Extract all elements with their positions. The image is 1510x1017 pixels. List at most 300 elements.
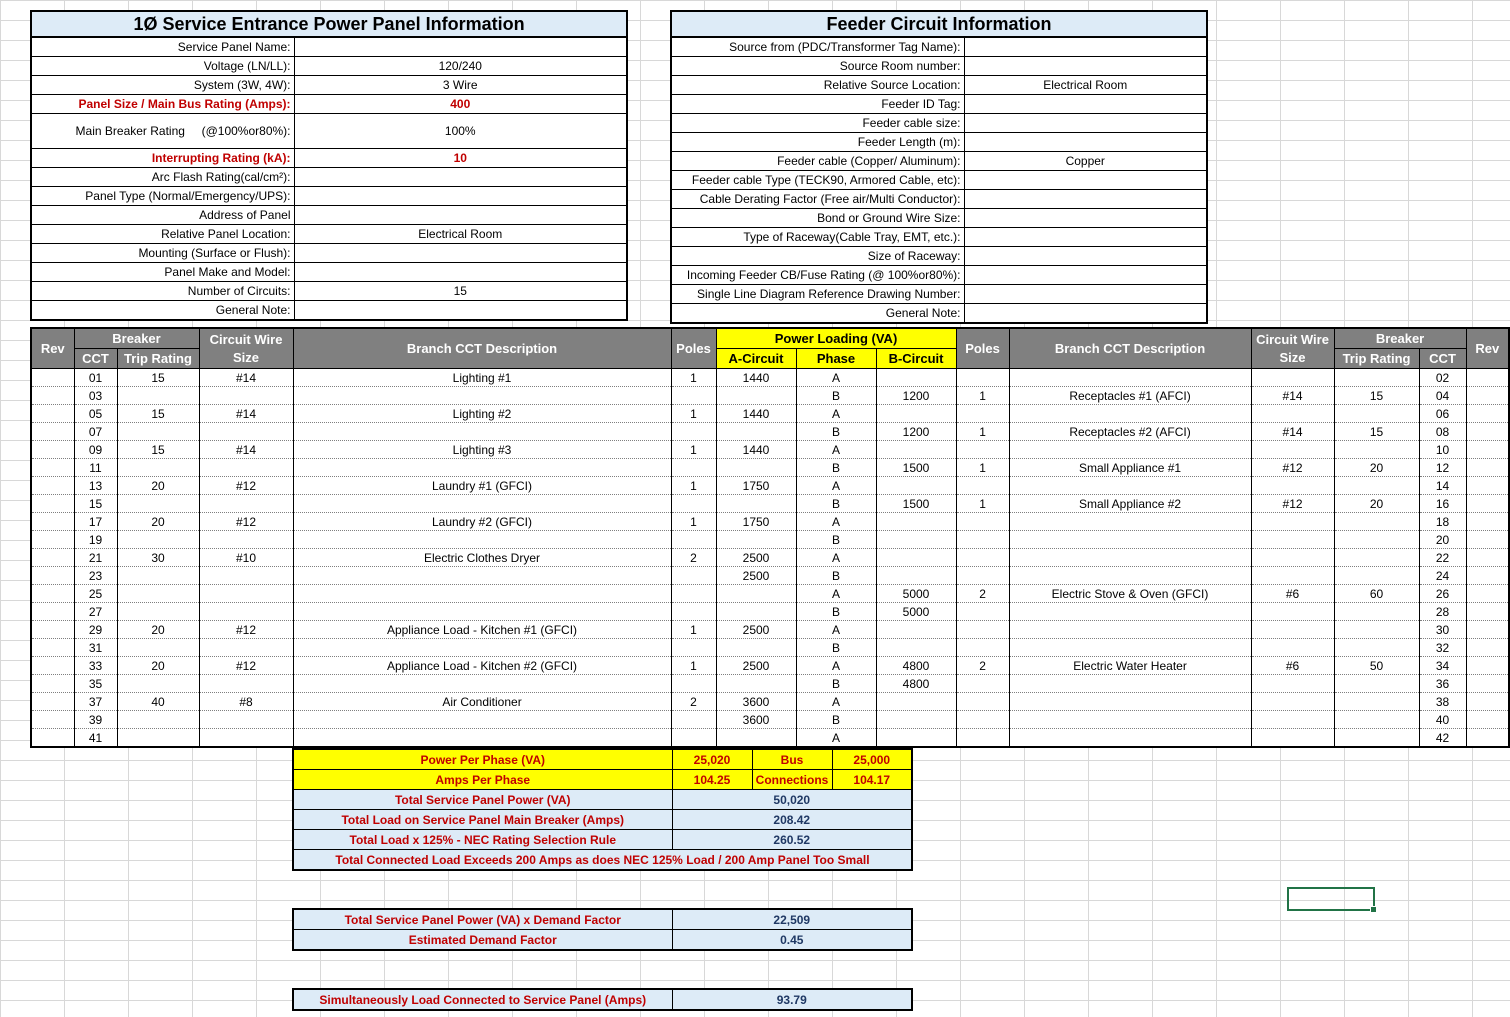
cct-cell[interactable]: 19	[74, 531, 117, 549]
amps-b-value[interactable]: 104.17	[832, 770, 912, 790]
rev-cell[interactable]	[1466, 531, 1509, 549]
rev-cell[interactable]	[1466, 657, 1509, 675]
panel-info-value[interactable]	[294, 37, 627, 57]
desc-cell[interactable]: Electric Clothes Dryer	[293, 549, 671, 567]
rev-cell[interactable]	[31, 369, 74, 387]
a-circuit-cell[interactable]: 3600	[716, 711, 796, 729]
rev-cell[interactable]	[1466, 513, 1509, 531]
a-circuit-cell[interactable]	[716, 729, 796, 748]
phase-cell[interactable]: B	[796, 711, 876, 729]
trip-cell[interactable]	[117, 729, 199, 748]
rev-cell[interactable]	[31, 711, 74, 729]
cct-cell[interactable]: 23	[74, 567, 117, 585]
trip-cell[interactable]	[1334, 567, 1419, 585]
wire-cell[interactable]	[1251, 513, 1334, 531]
trip-cell[interactable]	[117, 495, 199, 513]
wire-cell[interactable]	[1251, 693, 1334, 711]
poles-cell[interactable]	[671, 387, 716, 405]
cct-cell[interactable]: 16	[1419, 495, 1466, 513]
b-circuit-cell[interactable]	[876, 477, 956, 495]
desc-cell[interactable]	[1009, 729, 1251, 748]
wire-cell[interactable]	[199, 387, 293, 405]
trip-cell[interactable]	[1334, 693, 1419, 711]
rev-cell[interactable]	[31, 459, 74, 477]
poles-cell[interactable]	[956, 513, 1009, 531]
trip-cell[interactable]: 40	[117, 693, 199, 711]
a-circuit-cell[interactable]: 3600	[716, 693, 796, 711]
wire-cell[interactable]	[1251, 441, 1334, 459]
feeder-info-value[interactable]	[964, 114, 1207, 133]
wire-cell[interactable]	[199, 675, 293, 693]
poles-cell[interactable]: 2	[956, 657, 1009, 675]
phase-cell[interactable]: A	[796, 729, 876, 748]
a-circuit-cell[interactable]: 2500	[716, 567, 796, 585]
panel-info-value[interactable]: 400	[294, 95, 627, 114]
desc-cell[interactable]	[293, 387, 671, 405]
cct-cell[interactable]: 05	[74, 405, 117, 423]
cct-cell[interactable]: 38	[1419, 693, 1466, 711]
poles-cell[interactable]	[956, 693, 1009, 711]
phase-cell[interactable]: B	[796, 531, 876, 549]
cct-cell[interactable]: 03	[74, 387, 117, 405]
b-circuit-cell[interactable]	[876, 621, 956, 639]
rev-cell[interactable]	[31, 531, 74, 549]
phase-cell[interactable]: B	[796, 387, 876, 405]
selected-cell[interactable]	[1287, 887, 1375, 911]
desc-cell[interactable]	[1009, 369, 1251, 387]
poles-cell[interactable]	[956, 675, 1009, 693]
trip-cell[interactable]	[1334, 603, 1419, 621]
poles-cell[interactable]	[671, 585, 716, 603]
poles-cell[interactable]	[956, 549, 1009, 567]
poles-cell[interactable]	[956, 603, 1009, 621]
phase-cell[interactable]: A	[796, 657, 876, 675]
poles-cell[interactable]: 2	[671, 693, 716, 711]
feeder-info-value[interactable]	[964, 304, 1207, 324]
rev-cell[interactable]	[31, 567, 74, 585]
poles-cell[interactable]	[956, 405, 1009, 423]
poles-cell[interactable]	[956, 567, 1009, 585]
rev-cell[interactable]	[1466, 549, 1509, 567]
phase-cell[interactable]: A	[796, 549, 876, 567]
phase-cell[interactable]: B	[796, 603, 876, 621]
wire-cell[interactable]: #8	[199, 693, 293, 711]
a-circuit-cell[interactable]: 2500	[716, 549, 796, 567]
trip-cell[interactable]	[117, 711, 199, 729]
a-circuit-cell[interactable]	[716, 675, 796, 693]
b-circuit-cell[interactable]	[876, 405, 956, 423]
wire-cell[interactable]	[1251, 639, 1334, 657]
b-circuit-cell[interactable]	[876, 369, 956, 387]
feeder-info-value[interactable]: Copper	[964, 152, 1207, 171]
trip-cell[interactable]: 60	[1334, 585, 1419, 603]
panel-info-value[interactable]	[294, 263, 627, 282]
desc-cell[interactable]	[293, 603, 671, 621]
poles-cell[interactable]	[956, 531, 1009, 549]
trip-cell[interactable]: 20	[1334, 459, 1419, 477]
a-circuit-cell[interactable]	[716, 603, 796, 621]
poles-cell[interactable]	[956, 639, 1009, 657]
rev-cell[interactable]	[1466, 423, 1509, 441]
trip-cell[interactable]: 20	[117, 657, 199, 675]
b-circuit-cell[interactable]: 1500	[876, 459, 956, 477]
panel-info-value[interactable]: 100%	[294, 114, 627, 149]
wire-cell[interactable]	[1251, 369, 1334, 387]
wire-cell[interactable]: #14	[199, 405, 293, 423]
a-circuit-cell[interactable]: 1440	[716, 405, 796, 423]
desc-cell[interactable]	[293, 423, 671, 441]
desc-cell[interactable]: Receptacles #1 (AFCI)	[1009, 387, 1251, 405]
feeder-info-value[interactable]	[964, 209, 1207, 228]
poles-cell[interactable]: 1	[671, 657, 716, 675]
cct-cell[interactable]: 06	[1419, 405, 1466, 423]
wire-cell[interactable]: #14	[199, 369, 293, 387]
panel-info-value[interactable]: 3 Wire	[294, 76, 627, 95]
desc-cell[interactable]	[293, 495, 671, 513]
cct-cell[interactable]: 28	[1419, 603, 1466, 621]
rev-cell[interactable]	[1466, 693, 1509, 711]
cct-cell[interactable]: 30	[1419, 621, 1466, 639]
trip-cell[interactable]: 20	[1334, 495, 1419, 513]
trip-cell[interactable]	[1334, 621, 1419, 639]
trip-cell[interactable]	[117, 387, 199, 405]
cct-cell[interactable]: 27	[74, 603, 117, 621]
wire-cell[interactable]	[1251, 531, 1334, 549]
rev-cell[interactable]	[31, 621, 74, 639]
feeder-info-value[interactable]	[964, 285, 1207, 304]
b-circuit-cell[interactable]	[876, 711, 956, 729]
power-b-value[interactable]: 25,000	[832, 749, 912, 770]
phase-cell[interactable]: A	[796, 441, 876, 459]
desc-cell[interactable]: Small Appliance #2	[1009, 495, 1251, 513]
poles-cell[interactable]: 1	[956, 495, 1009, 513]
phase-cell[interactable]: A	[796, 693, 876, 711]
a-circuit-cell[interactable]	[716, 585, 796, 603]
desc-cell[interactable]	[1009, 567, 1251, 585]
rev-cell[interactable]	[1466, 585, 1509, 603]
cct-cell[interactable]: 02	[1419, 369, 1466, 387]
wire-cell[interactable]	[1251, 729, 1334, 748]
rev-cell[interactable]	[1466, 405, 1509, 423]
rev-cell[interactable]	[31, 549, 74, 567]
desc-cell[interactable]	[1009, 441, 1251, 459]
b-circuit-cell[interactable]: 4800	[876, 657, 956, 675]
wire-cell[interactable]	[199, 711, 293, 729]
panel-info-value[interactable]: 10	[294, 149, 627, 168]
poles-cell[interactable]: 1	[671, 405, 716, 423]
b-circuit-cell[interactable]	[876, 549, 956, 567]
cct-cell[interactable]: 36	[1419, 675, 1466, 693]
wire-cell[interactable]	[1251, 603, 1334, 621]
rev-cell[interactable]	[31, 495, 74, 513]
a-circuit-cell[interactable]: 1750	[716, 513, 796, 531]
demand-factor-value[interactable]: 0.45	[672, 930, 912, 951]
trip-cell[interactable]	[117, 675, 199, 693]
poles-cell[interactable]: 1	[671, 369, 716, 387]
b-circuit-cell[interactable]	[876, 639, 956, 657]
trip-cell[interactable]	[117, 459, 199, 477]
wire-cell[interactable]: #12	[199, 513, 293, 531]
trip-cell[interactable]: 15	[117, 369, 199, 387]
trip-cell[interactable]	[117, 423, 199, 441]
phase-cell[interactable]: B	[796, 423, 876, 441]
wire-cell[interactable]	[199, 603, 293, 621]
cct-cell[interactable]: 12	[1419, 459, 1466, 477]
wire-cell[interactable]	[1251, 711, 1334, 729]
cct-cell[interactable]: 15	[74, 495, 117, 513]
poles-cell[interactable]	[956, 729, 1009, 748]
trip-cell[interactable]	[1334, 441, 1419, 459]
trip-cell[interactable]	[117, 603, 199, 621]
phase-cell[interactable]: B	[796, 459, 876, 477]
rev-cell[interactable]	[31, 513, 74, 531]
desc-cell[interactable]: Air Conditioner	[293, 693, 671, 711]
total-125-value[interactable]: 260.52	[672, 830, 912, 850]
warning-message[interactable]: Total Connected Load Exceeds 200 Amps as does NEC 125% Load / 200 Amp Panel Too Small	[293, 850, 912, 871]
a-circuit-cell[interactable]	[716, 639, 796, 657]
trip-cell[interactable]	[1334, 513, 1419, 531]
a-circuit-cell[interactable]: 2500	[716, 621, 796, 639]
desc-cell[interactable]	[1009, 603, 1251, 621]
poles-cell[interactable]	[671, 459, 716, 477]
a-circuit-cell[interactable]	[716, 387, 796, 405]
desc-cell[interactable]: Receptacles #2 (AFCI)	[1009, 423, 1251, 441]
desc-cell[interactable]: Lighting #2	[293, 405, 671, 423]
wire-cell[interactable]	[199, 531, 293, 549]
trip-cell[interactable]	[1334, 729, 1419, 748]
desc-cell[interactable]: Small Appliance #1	[1009, 459, 1251, 477]
cct-cell[interactable]: 11	[74, 459, 117, 477]
a-circuit-cell[interactable]	[716, 495, 796, 513]
cct-cell[interactable]: 40	[1419, 711, 1466, 729]
wire-cell[interactable]: #10	[199, 549, 293, 567]
desc-cell[interactable]	[1009, 621, 1251, 639]
amps-a-value[interactable]: 104.25	[672, 770, 752, 790]
cct-cell[interactable]: 25	[74, 585, 117, 603]
trip-cell[interactable]	[117, 567, 199, 585]
trip-cell[interactable]	[1334, 369, 1419, 387]
cct-cell[interactable]: 22	[1419, 549, 1466, 567]
cct-cell[interactable]: 21	[74, 549, 117, 567]
cct-cell[interactable]: 26	[1419, 585, 1466, 603]
b-circuit-cell[interactable]	[876, 567, 956, 585]
cct-cell[interactable]: 01	[74, 369, 117, 387]
wire-cell[interactable]	[199, 495, 293, 513]
phase-cell[interactable]: A	[796, 585, 876, 603]
phase-cell[interactable]: B	[796, 675, 876, 693]
desc-cell[interactable]	[293, 459, 671, 477]
rev-cell[interactable]	[1466, 369, 1509, 387]
poles-cell[interactable]: 1	[671, 441, 716, 459]
poles-cell[interactable]: 1	[671, 477, 716, 495]
poles-cell[interactable]	[956, 441, 1009, 459]
desc-cell[interactable]	[293, 639, 671, 657]
feeder-info-value[interactable]	[964, 247, 1207, 266]
wire-cell[interactable]: #12	[1251, 495, 1334, 513]
poles-cell[interactable]: 1	[956, 423, 1009, 441]
rev-cell[interactable]	[1466, 621, 1509, 639]
poles-cell[interactable]	[956, 621, 1009, 639]
rev-cell[interactable]	[31, 477, 74, 495]
desc-cell[interactable]	[293, 531, 671, 549]
trip-cell[interactable]: 30	[117, 549, 199, 567]
panel-info-value[interactable]	[294, 244, 627, 263]
desc-cell[interactable]: Electric Water Heater	[1009, 657, 1251, 675]
b-circuit-cell[interactable]	[876, 729, 956, 748]
rev-cell[interactable]	[1466, 477, 1509, 495]
desc-cell[interactable]	[293, 711, 671, 729]
poles-cell[interactable]: 1	[956, 459, 1009, 477]
wire-cell[interactable]	[1251, 549, 1334, 567]
cct-cell[interactable]: 37	[74, 693, 117, 711]
a-circuit-cell[interactable]: 1440	[716, 369, 796, 387]
trip-cell[interactable]	[117, 639, 199, 657]
phase-cell[interactable]: A	[796, 369, 876, 387]
poles-cell[interactable]: 1	[671, 621, 716, 639]
desc-cell[interactable]	[293, 729, 671, 748]
b-circuit-cell[interactable]	[876, 441, 956, 459]
phase-cell[interactable]: A	[796, 621, 876, 639]
desc-cell[interactable]	[293, 567, 671, 585]
trip-cell[interactable]	[1334, 531, 1419, 549]
wire-cell[interactable]: #12	[199, 621, 293, 639]
trip-cell[interactable]: 15	[1334, 423, 1419, 441]
cct-cell[interactable]: 34	[1419, 657, 1466, 675]
desc-cell[interactable]	[1009, 531, 1251, 549]
cct-cell[interactable]: 42	[1419, 729, 1466, 748]
phase-cell[interactable]: A	[796, 405, 876, 423]
phase-cell[interactable]: B	[796, 495, 876, 513]
trip-cell[interactable]: 15	[117, 441, 199, 459]
rev-cell[interactable]	[1466, 567, 1509, 585]
rev-cell[interactable]	[1466, 639, 1509, 657]
trip-cell[interactable]: 20	[117, 621, 199, 639]
cct-cell[interactable]: 20	[1419, 531, 1466, 549]
b-circuit-cell[interactable]: 1200	[876, 387, 956, 405]
poles-cell[interactable]	[671, 603, 716, 621]
poles-cell[interactable]	[956, 711, 1009, 729]
panel-info-value[interactable]	[294, 301, 627, 321]
rev-cell[interactable]	[1466, 441, 1509, 459]
wire-cell[interactable]	[1251, 477, 1334, 495]
total-load-value[interactable]: 208.42	[672, 810, 912, 830]
wire-cell[interactable]: #12	[199, 477, 293, 495]
rev-cell[interactable]	[31, 423, 74, 441]
b-circuit-cell[interactable]: 1500	[876, 495, 956, 513]
desc-cell[interactable]: Lighting #3	[293, 441, 671, 459]
rev-cell[interactable]	[1466, 603, 1509, 621]
total-power-value[interactable]: 50,020	[672, 790, 912, 810]
b-circuit-cell[interactable]: 1200	[876, 423, 956, 441]
rev-cell[interactable]	[31, 639, 74, 657]
trip-cell[interactable]: 50	[1334, 657, 1419, 675]
rev-cell[interactable]	[1466, 729, 1509, 748]
poles-cell[interactable]	[671, 531, 716, 549]
desc-cell[interactable]	[1009, 405, 1251, 423]
rev-cell[interactable]	[31, 387, 74, 405]
desc-cell[interactable]: Appliance Load - Kitchen #1 (GFCI)	[293, 621, 671, 639]
demand-power-value[interactable]: 22,509	[672, 909, 912, 930]
feeder-info-value[interactable]	[964, 57, 1207, 76]
cct-cell[interactable]: 13	[74, 477, 117, 495]
wire-cell[interactable]: #6	[1251, 657, 1334, 675]
poles-cell[interactable]	[671, 567, 716, 585]
rev-cell[interactable]	[31, 693, 74, 711]
trip-cell[interactable]: 15	[117, 405, 199, 423]
desc-cell[interactable]	[1009, 513, 1251, 531]
wire-cell[interactable]: #14	[199, 441, 293, 459]
trip-cell[interactable]	[1334, 711, 1419, 729]
rev-cell[interactable]	[31, 441, 74, 459]
desc-cell[interactable]	[1009, 477, 1251, 495]
phase-cell[interactable]: B	[796, 639, 876, 657]
desc-cell[interactable]: Electric Stove & Oven (GFCI)	[1009, 585, 1251, 603]
cct-cell[interactable]: 41	[74, 729, 117, 748]
wire-cell[interactable]	[199, 459, 293, 477]
trip-cell[interactable]	[1334, 405, 1419, 423]
cct-cell[interactable]: 09	[74, 441, 117, 459]
cct-cell[interactable]: 24	[1419, 567, 1466, 585]
trip-cell[interactable]: 20	[117, 477, 199, 495]
rev-cell[interactable]	[1466, 711, 1509, 729]
poles-cell[interactable]	[671, 495, 716, 513]
rev-cell[interactable]	[31, 585, 74, 603]
rev-cell[interactable]	[1466, 387, 1509, 405]
trip-cell[interactable]: 15	[1334, 387, 1419, 405]
cct-cell[interactable]: 14	[1419, 477, 1466, 495]
cct-cell[interactable]: 31	[74, 639, 117, 657]
feeder-info-value[interactable]	[964, 228, 1207, 247]
desc-cell[interactable]	[1009, 693, 1251, 711]
wire-cell[interactable]	[1251, 405, 1334, 423]
wire-cell[interactable]	[1251, 675, 1334, 693]
cct-cell[interactable]: 08	[1419, 423, 1466, 441]
rev-cell[interactable]	[1466, 495, 1509, 513]
phase-cell[interactable]: B	[796, 567, 876, 585]
trip-cell[interactable]: 20	[117, 513, 199, 531]
b-circuit-cell[interactable]: 5000	[876, 585, 956, 603]
b-circuit-cell[interactable]	[876, 513, 956, 531]
poles-cell[interactable]	[956, 369, 1009, 387]
rev-cell[interactable]	[31, 405, 74, 423]
wire-cell[interactable]: #6	[1251, 585, 1334, 603]
poles-cell[interactable]	[671, 675, 716, 693]
cct-cell[interactable]: 32	[1419, 639, 1466, 657]
cct-cell[interactable]: 10	[1419, 441, 1466, 459]
rev-cell[interactable]	[31, 657, 74, 675]
panel-info-value[interactable]: 15	[294, 282, 627, 301]
a-circuit-cell[interactable]	[716, 459, 796, 477]
cct-cell[interactable]: 17	[74, 513, 117, 531]
b-circuit-cell[interactable]	[876, 693, 956, 711]
poles-cell[interactable]	[671, 639, 716, 657]
a-circuit-cell[interactable]: 1750	[716, 477, 796, 495]
power-a-value[interactable]: 25,020	[672, 749, 752, 770]
trip-cell[interactable]	[1334, 639, 1419, 657]
poles-cell[interactable]	[671, 729, 716, 748]
b-circuit-cell[interactable]: 4800	[876, 675, 956, 693]
desc-cell[interactable]: Laundry #1 (GFCI)	[293, 477, 671, 495]
desc-cell[interactable]	[1009, 549, 1251, 567]
poles-cell[interactable]	[671, 423, 716, 441]
feeder-info-value[interactable]: Electrical Room	[964, 76, 1207, 95]
rev-cell[interactable]	[1466, 675, 1509, 693]
panel-info-value[interactable]: Electrical Room	[294, 225, 627, 244]
feeder-info-value[interactable]	[964, 171, 1207, 190]
poles-cell[interactable]	[671, 711, 716, 729]
poles-cell[interactable]: 1	[956, 387, 1009, 405]
desc-cell[interactable]	[293, 585, 671, 603]
